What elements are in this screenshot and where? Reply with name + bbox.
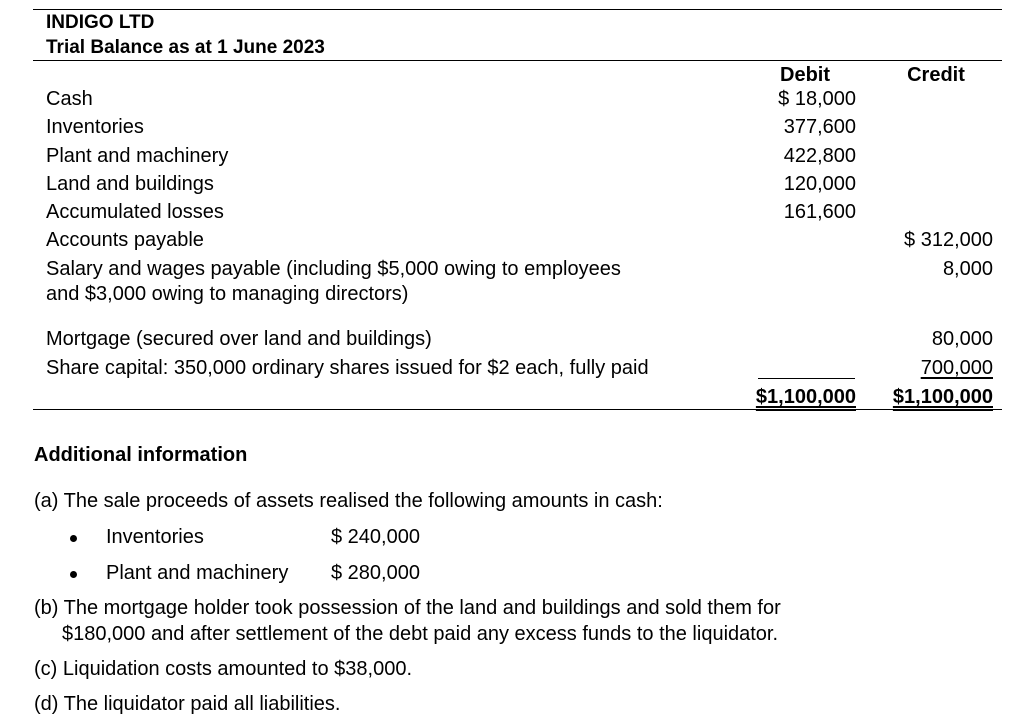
- row-label-inventories: Inventories: [46, 116, 144, 138]
- debit-total: [730, 384, 856, 410]
- bullet-inventories-value: $ 240,000: [331, 526, 420, 548]
- header-rule: [33, 60, 1002, 61]
- row-label-salary: Salary and wages payable (including $5,000 owing to employees: [46, 258, 621, 280]
- row-label-losses: Accumulated losses: [46, 201, 224, 223]
- note-b-line1: (b) The mortgage holder took possession of the land and buildings and sold them for: [34, 597, 781, 619]
- note-b-line2: $180,000 and after settlement of the debt paid any excess funds to the liquidator.: [62, 623, 779, 645]
- bullet-icon: [70, 535, 77, 542]
- debit-plant: 422,800: [783, 145, 856, 167]
- page-title: Trial Balance as at 1 June 2023: [46, 37, 325, 58]
- note-a: (a) The sale proceeds of assets realised the following amounts in cash:: [34, 490, 663, 512]
- debit-losses: 161,600: [783, 201, 856, 223]
- credit-total-value: $1,100,000: [892, 386, 993, 408]
- top-rule: [33, 9, 1002, 10]
- additional-heading: Additional information: [34, 444, 248, 466]
- bullet-plant-value: $ 280,000: [331, 562, 420, 584]
- row-label-share-capital: Share capital: 350,000 ordinary shares issued for $2 each, fully paid: [46, 357, 649, 379]
- company-name: INDIGO LTD: [46, 12, 155, 33]
- note-c: (c) Liquidation costs amounted to $38,000.: [34, 658, 413, 680]
- note-d: (d) The liquidator paid all liabilities.: [34, 693, 341, 715]
- row-label-land: Land and buildings: [46, 173, 214, 195]
- debit-land: 120,000: [783, 173, 856, 195]
- credit-salary: 8,000: [942, 258, 993, 280]
- row-label-mortgage: Mortgage (secured over land and buildings): [46, 328, 432, 350]
- row-label-cash: Cash: [46, 88, 93, 110]
- debit-cash: $ 18,000: [778, 88, 856, 110]
- credit-header: Credit: [907, 64, 965, 86]
- credit-total: [860, 384, 993, 410]
- row-label-plant: Plant and machinery: [46, 145, 229, 167]
- row-label-salary-cont: and $3,000 owing to managing directors): [46, 283, 409, 305]
- debit-header: Debit: [780, 64, 830, 86]
- bottom-rule: [33, 409, 1002, 410]
- row-label-payable: Accounts payable: [46, 229, 204, 251]
- debit-subtotal-line: [758, 378, 855, 379]
- credit-payable: $ 312,000: [904, 229, 993, 251]
- bullet-inventories-label: Inventories: [106, 526, 204, 548]
- bullet-plant-label: Plant and machinery: [106, 562, 289, 584]
- debit-inventories: 377,600: [783, 116, 856, 138]
- bullet-icon: [70, 571, 77, 578]
- credit-mortgage: 80,000: [931, 328, 993, 350]
- debit-total-value: $1,100,000: [755, 386, 856, 408]
- credit-share-capital: [860, 355, 993, 381]
- credit-share-capital-value: 700,000: [920, 357, 993, 379]
